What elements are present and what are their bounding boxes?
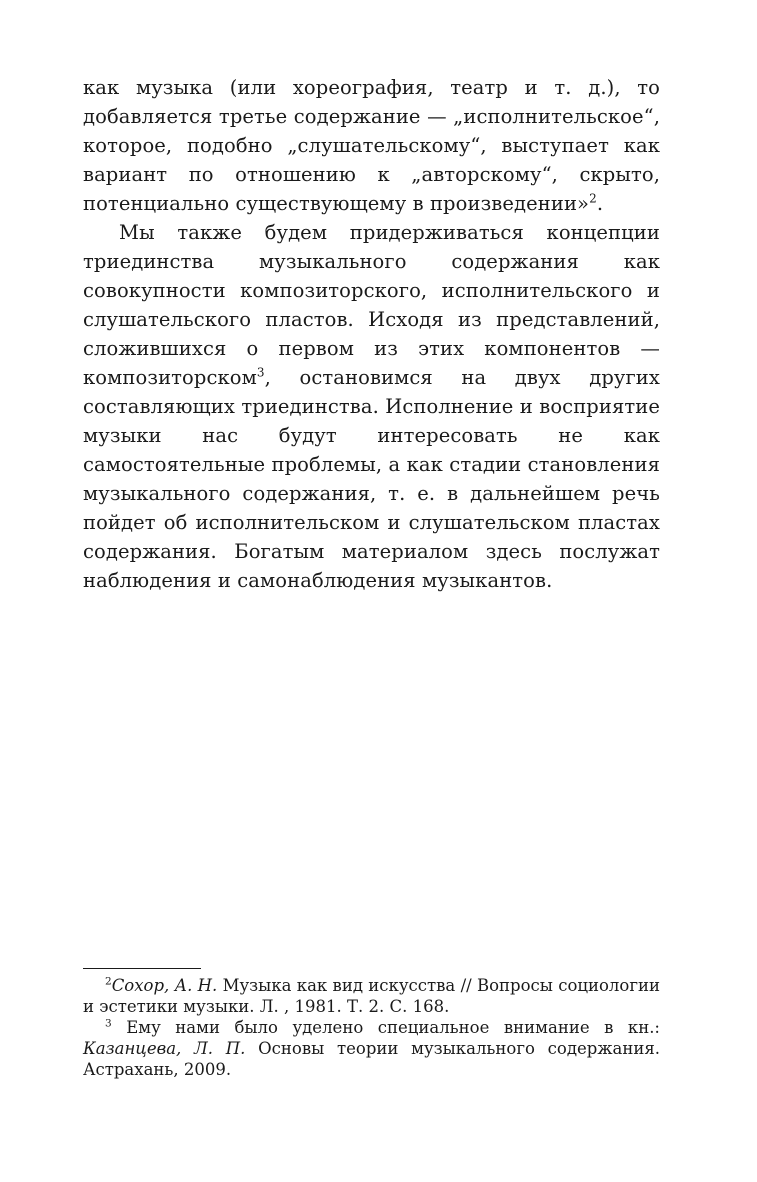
footnote-ref-2: 2 bbox=[589, 191, 597, 206]
paragraph-1-text: как музыка (или хореография, театр и т. д.), то добавляется третье содержание — „исполнительское“, которое, подобно „слушательскому“, выступает как вариант по отношению к „авторскому“, скрыто, потенциально существующему в произведении» bbox=[83, 76, 660, 215]
footnote-2 bbox=[83, 975, 660, 1017]
footnote-2-text: Музыка как вид искусства // Вопросы социологии и эстетики музыки. Л. , 1981. Т. 2. С. 168. bbox=[83, 976, 660, 1016]
paragraph-2-text-b: , остановимся на двух других составляющих триединства. Исполнение и восприятие музыки нас будут интересовать не как самостоятельные проблемы, а как стадии становления музыкального содержания, т. е. в дальнейшем речь пойдет об исполнительском и слушательском пластах содержания. Богатым материалом здесь послужат наблюдения и самонаблюдения музыкантов. bbox=[83, 366, 660, 592]
footnote-3-text-a: Ему нами было уделено специальное внимание в кн.: bbox=[111, 1018, 660, 1037]
footnote-number-3: 3 bbox=[105, 1017, 112, 1030]
body-text bbox=[83, 73, 660, 595]
footnote-3-author: Казанцева, Л. П. bbox=[83, 1039, 246, 1058]
paragraph-1: как музыка (или хореография, театр и т. д.), то добавляется третье содержание — „исполнительское“, которое, подобно „слушательскому“, выступает как вариант по отношению к „авторскому“, скрыто, потенциально существующему в произведении»$^2$. bbox=[83, 76, 660, 215]
footnote-3 bbox=[83, 1017, 660, 1080]
footnote-rule bbox=[83, 968, 201, 969]
main-text bbox=[83, 73, 660, 595]
paragraph-2-text-a: Мы также будем придерживаться концепции триединства музыкального содержания как совокупности композиторского, исполнительского и слушательского пластов. Исходя из представлений, сложившихся о первом из этих компонентов — композиторском bbox=[83, 221, 660, 389]
footnotes bbox=[83, 968, 660, 1080]
footnote-2-author: Сохор, А. Н. bbox=[111, 976, 218, 995]
footnote-ref-3: 3 bbox=[256, 365, 265, 380]
footnote-number-2: 2 bbox=[105, 975, 112, 988]
paragraph-2 bbox=[83, 218, 660, 595]
footnote-3-text-b: Основы теории музыкального содержания. Астрахань, 2009. bbox=[83, 1039, 660, 1079]
